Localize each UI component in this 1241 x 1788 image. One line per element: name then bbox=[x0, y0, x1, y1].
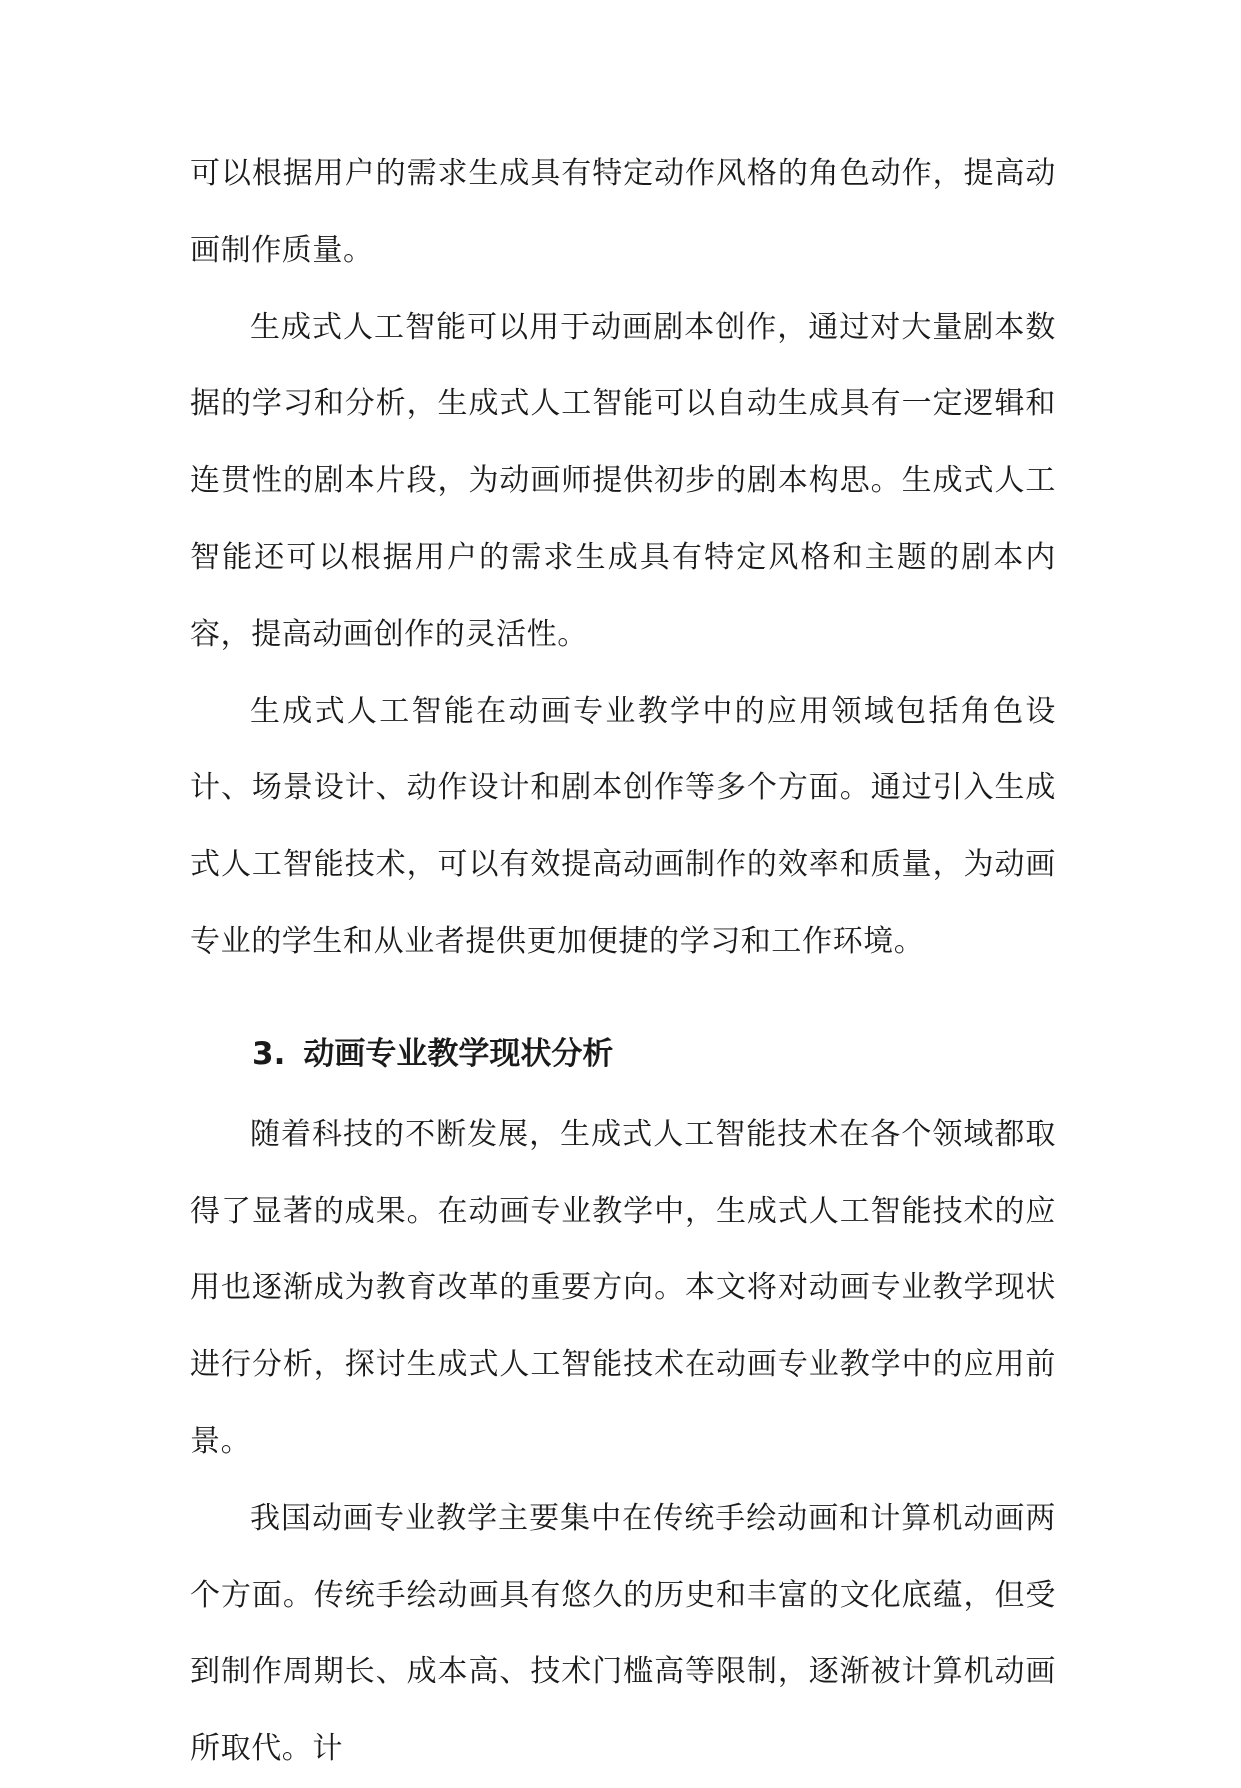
paragraph-continuation: 可以根据用户的需求生成具有特定动作风格的角色动作，提高动画制作质量。 bbox=[190, 156, 1056, 268]
paragraph-teaching-focus: 我国动画专业教学主要集中在传统手绘动画和计算机动画两个方面。传统手绘动画具有悠久的历史和丰富的文化底蕴，但受到制作周期长、成本高、技术门槛高等限制，逐渐被计算机动画所取代。计 bbox=[190, 1500, 1056, 1767]
section-number: 3. bbox=[252, 1035, 286, 1072]
paragraph-application-summary: 生成式人工智能在动画专业教学中的应用领域包括角色设计、场景设计、动作设计和剧本创作等多个方面。通过引入生成式人工智能技术，可以有效提高动画制作的效率和质量，为动画专业的学生和从业者提供更加便捷的学习和工作环境。 bbox=[190, 693, 1056, 959]
paragraph-tech-development: 随着科技的不断发展，生成式人工智能技术在各个领域都取得了显著的成果。在动画专业教学中，生成式人工智能技术的应用也逐渐成为教育改革的重要方向。本文将对动画专业教学现状进行分析，探讨生成式人工智能技术在动画专业教学中的应用前景。 bbox=[190, 1116, 1056, 1459]
paragraph-script-creation: 生成式人工智能可以用于动画剧本创作，通过对大量剧本数据的学习和分析，生成式人工智能可以自动生成具有一定逻辑和连贯性的剧本片段，为动画师提供初步的剧本构思。生成式人工智能还可以根据用户的需求生成具有特定风格和主题的剧本内容，提高动画创作的灵活性。 bbox=[190, 309, 1056, 652]
page-content bbox=[190, 136, 1056, 1788]
section-title: 动画专业教学现状分析 bbox=[303, 1035, 614, 1072]
section-heading bbox=[190, 1019, 1056, 1089]
